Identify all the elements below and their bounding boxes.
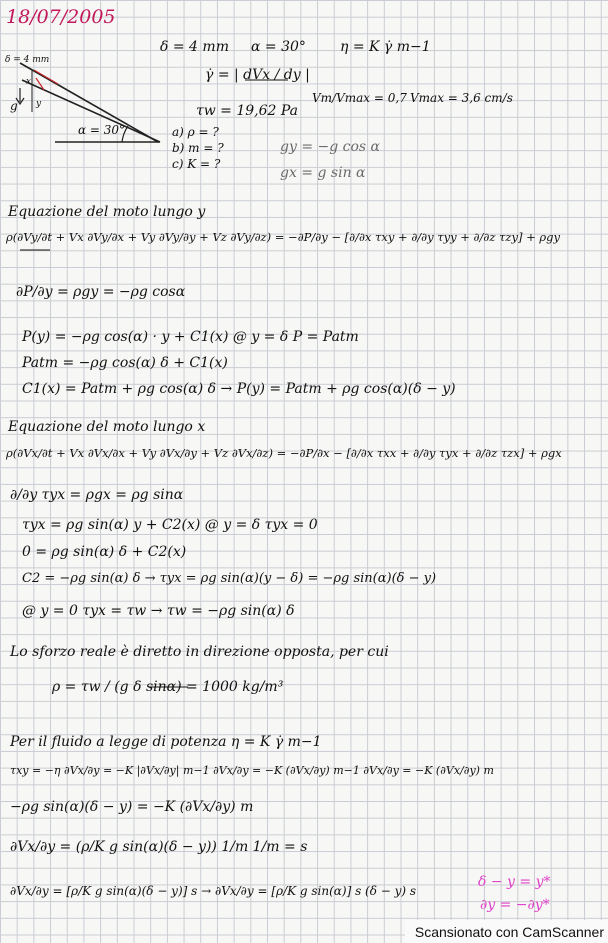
heading-eq-x: Equazione del moto lungo x — [8, 419, 206, 435]
figure-delta-label: δ = 4 mm — [5, 55, 50, 65]
equation-patm: Patm = −ρg cos(α) δ + C1(x) — [22, 355, 228, 371]
equation-tau-xy: τxy = −η ∂Vx/∂y = −K |∂Vx/∂y| m−1 ∂Vx/∂y = −K (∂Vx/∂y) m−1 ∂Vx/∂y = −K (∂Vx/∂y) m — [10, 764, 494, 777]
equation-gradient: ∂Vx/∂y = (ρ/K g sin(α)(δ − y)) 1/m 1/m = s — [10, 839, 308, 855]
side-note-substitution: δ − y = y* — [478, 874, 551, 890]
given-alpha: α = 30° — [251, 39, 306, 55]
given-ratio: Vm/Vmax = 0,7 — [312, 91, 407, 105]
statement-stress: Lo sforzo reale è diretto in direzione opposta, per cui — [10, 644, 389, 660]
question-b: b) m = ? — [172, 141, 224, 155]
given-gamma-dot: γ̇ = | dVx / dy | — [205, 67, 310, 83]
equation-tau-yx: τyx = ρg sin(α) y + C2(x) @ y = δ τyx = 0 — [22, 517, 318, 533]
equation-tau-w: @ y = 0 τyx = τw → τw = −ρg sin(α) δ — [22, 603, 295, 619]
given-tau-w: τw = 19,62 Pa — [196, 103, 299, 119]
equation-p-of-y: P(y) = −ρg cos(α) · y + C1(x) @ y = δ P = Patm — [22, 329, 359, 345]
given-gy: gy = −g cos α — [280, 139, 381, 155]
scanner-watermark: Scansionato con CamScanner — [405, 920, 608, 943]
figure-x-label: x — [26, 77, 32, 87]
equation-zero: 0 = ρg sin(α) δ + C2(x) — [22, 544, 187, 560]
equation-c2: C2 = −ρg sin(α) δ → τyx = ρg sin(α)(y − δ) = −ρg sin(α)(δ − y) — [22, 571, 437, 586]
equation-motion-x: ρ(∂Vx/∂t + Vx ∂Vx/∂x + Vy ∂Vx/∂y + Vz ∂Vx/∂z) = −∂P/∂x − [∂/∂x τxx + ∂/∂y τyx + ∂/∂z τzx] + ρgx — [6, 446, 562, 460]
side-note-differential: ∂y = −∂y* — [480, 897, 550, 913]
figure-g-label: g — [10, 99, 18, 113]
equation-dpdy: ∂P/∂y = ρgy = −ρg cosα — [16, 284, 186, 300]
given-model: η = K γ̇ m−1 — [340, 39, 431, 55]
page-date: 18/07/2005 — [6, 6, 116, 28]
equation-rho-result: ρ = τw / (g δ sinα) = 1000 kg/m³ — [52, 679, 284, 695]
equation-c1: C1(x) = Patm + ρg cos(α) δ → P(y) = Patm + ρg cos(α)(δ − y) — [22, 381, 456, 397]
given-delta: δ = 4 mm — [160, 39, 229, 55]
question-c: c) K = ? — [172, 157, 221, 171]
figure-angle-label: α = 30° — [78, 123, 126, 137]
equation-dtau-dy: ∂/∂y τyx = ρgx = ρg sinα — [10, 487, 184, 503]
heading-eq-y: Equazione del moto lungo y — [8, 204, 206, 220]
statement-power-law: Per il fluido a legge di potenza η = K γ̇ m−1 — [10, 734, 322, 750]
equation-gradient-s: ∂Vx/∂y = [ρ/K g sin(α)(δ − y)] s → ∂Vx/∂y = [ρ/K g sin(α)] s (δ − y) s — [10, 884, 417, 898]
question-a: a) ρ = ? — [172, 125, 219, 139]
equation-motion-y: ρ(∂Vy/∂t + Vx ∂Vy/∂x + Vy ∂Vy/∂y + Vz ∂Vy/∂z) = −∂P/∂y − [∂/∂x τxy + ∂/∂y τyy + ∂/∂z τzy] + ρgy — [6, 230, 560, 244]
given-gx: gx = g sin α — [280, 165, 366, 181]
film-mark — [34, 70, 58, 84]
figure-y-label: y — [36, 99, 42, 109]
given-vmax: Vmax = 3,6 cm/s — [410, 91, 513, 105]
equation-balance: −ρg sin(α)(δ − y) = −K (∂Vx/∂y) m — [10, 799, 254, 815]
